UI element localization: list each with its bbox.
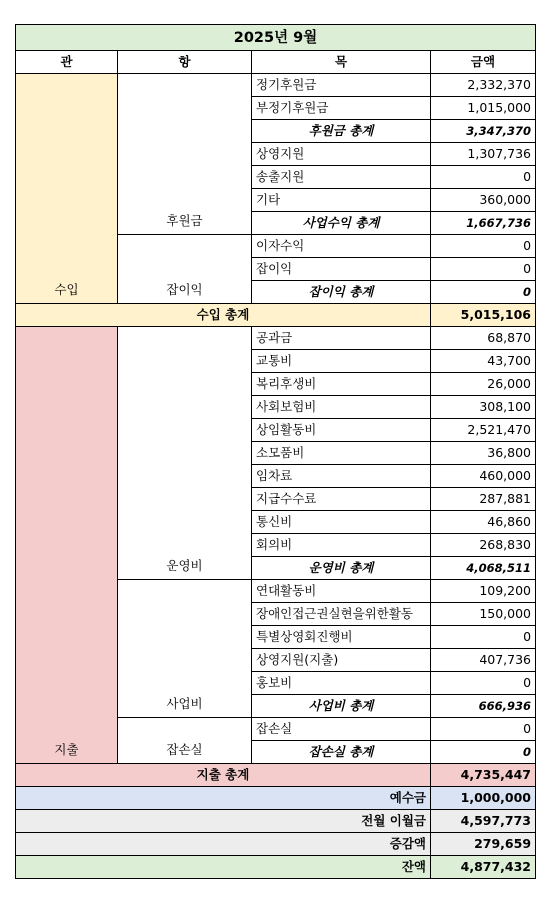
income-sponsor-hang: 후원금 (118, 74, 252, 235)
amount-cell: 0 (431, 718, 536, 741)
amount-cell: 1,307,736 (431, 143, 536, 166)
balance-amount: 4,877,432 (431, 856, 536, 879)
mok-cell: 임차료 (252, 465, 431, 488)
amount-cell: 460,000 (431, 465, 536, 488)
mok-cell: 이자수익 (252, 235, 431, 258)
mok-cell: 잡이익 (252, 258, 431, 281)
change-row (16, 833, 536, 856)
carryover-label: 전월 이월금 (16, 810, 431, 833)
amount-cell: 68,870 (431, 327, 536, 350)
subtotal-label: 사업수익 총계 (252, 212, 431, 235)
mok-cell: 잡손실 (252, 718, 431, 741)
mok-cell: 장애인접근권실현을위한활동 (252, 603, 431, 626)
amount-cell: 0 (431, 235, 536, 258)
amount-cell: 0 (431, 258, 536, 281)
expense-total-amount: 4,735,447 (431, 764, 536, 787)
table-row (16, 74, 536, 97)
amount-cell: 2,332,370 (431, 74, 536, 97)
amount-cell: 407,736 (431, 649, 536, 672)
mok-cell: 지급수수료 (252, 488, 431, 511)
amount-cell: 26,000 (431, 373, 536, 396)
mok-cell: 상영지원(지출) (252, 649, 431, 672)
mok-cell: 송출지원 (252, 166, 431, 189)
amount-cell: 0 (431, 166, 536, 189)
mok-cell: 복리후생비 (252, 373, 431, 396)
subtotal-label: 잡손실 총계 (252, 741, 431, 764)
subtotal-amount: 3,347,370 (431, 120, 536, 143)
amount-cell: 308,100 (431, 396, 536, 419)
carryover-amount: 4,597,773 (431, 810, 536, 833)
amount-cell: 150,000 (431, 603, 536, 626)
subtotal-amount: 0 (431, 281, 536, 304)
mok-cell: 홍보비 (252, 672, 431, 695)
income-total-row (16, 304, 536, 327)
mok-cell: 공과금 (252, 327, 431, 350)
amount-cell: 1,015,000 (431, 97, 536, 120)
expense-project-hang: 사업비 (118, 580, 252, 718)
mok-cell: 회의비 (252, 534, 431, 557)
mok-cell: 교통비 (252, 350, 431, 373)
amount-cell: 0 (431, 626, 536, 649)
amount-cell: 43,700 (431, 350, 536, 373)
amount-cell: 287,881 (431, 488, 536, 511)
income-misc-hang: 잡이익 (118, 235, 252, 304)
expense-operating-hang: 운영비 (118, 327, 252, 580)
subtotal-label: 후원금 총계 (252, 120, 431, 143)
mok-cell: 기타 (252, 189, 431, 212)
change-amount: 279,659 (431, 833, 536, 856)
expense-total-label: 지출 총계 (16, 764, 431, 787)
mok-cell: 소모품비 (252, 442, 431, 465)
deposit-label: 예수금 (16, 787, 431, 810)
mok-cell: 사회보험비 (252, 396, 431, 419)
expense-loss-hang: 잡손실 (118, 718, 252, 764)
header-amount: 금액 (431, 51, 536, 74)
amount-cell: 268,830 (431, 534, 536, 557)
amount-cell: 360,000 (431, 189, 536, 212)
title-row (16, 25, 536, 51)
header-row (16, 51, 536, 74)
sheet-title: 2025년 9월 (16, 25, 536, 51)
income-total-label: 수입 총계 (16, 304, 431, 327)
header-mok: 목 (252, 51, 431, 74)
mok-cell: 특별상영회진행비 (252, 626, 431, 649)
subtotal-amount: 0 (431, 741, 536, 764)
header-hang: 항 (118, 51, 252, 74)
budget-sheet (15, 24, 535, 879)
mok-cell: 통신비 (252, 511, 431, 534)
income-total-amount: 5,015,106 (431, 304, 536, 327)
balance-row (16, 856, 536, 879)
expense-total-row (16, 764, 536, 787)
deposit-row (16, 787, 536, 810)
header-kwan: 관 (16, 51, 118, 74)
amount-cell: 46,860 (431, 511, 536, 534)
deposit-amount: 1,000,000 (431, 787, 536, 810)
mok-cell: 부정기후원금 (252, 97, 431, 120)
amount-cell: 109,200 (431, 580, 536, 603)
change-label: 증감액 (16, 833, 431, 856)
amount-cell: 36,800 (431, 442, 536, 465)
amount-cell: 2,521,470 (431, 419, 536, 442)
carryover-row (16, 810, 536, 833)
amount-cell: 0 (431, 672, 536, 695)
table-row (16, 327, 536, 350)
subtotal-amount: 1,667,736 (431, 212, 536, 235)
subtotal-label: 잡이익 총계 (252, 281, 431, 304)
subtotal-label: 운영비 총계 (252, 557, 431, 580)
balance-label: 잔액 (16, 856, 431, 879)
expense-kwan-cell: 지출 (16, 327, 118, 764)
mok-cell: 연대활동비 (252, 580, 431, 603)
mok-cell: 정기후원금 (252, 74, 431, 97)
subtotal-amount: 4,068,511 (431, 557, 536, 580)
income-kwan-cell: 수입 (16, 74, 118, 304)
mok-cell: 상영지원 (252, 143, 431, 166)
budget-table (15, 24, 536, 879)
subtotal-label: 사업비 총계 (252, 695, 431, 718)
mok-cell: 상임활동비 (252, 419, 431, 442)
subtotal-amount: 666,936 (431, 695, 536, 718)
